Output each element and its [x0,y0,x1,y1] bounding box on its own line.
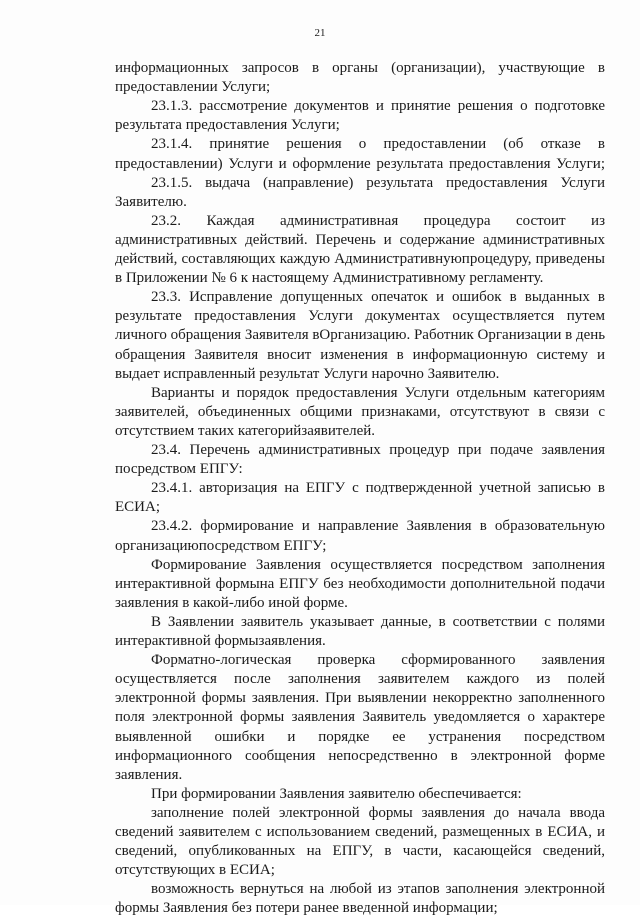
text-line: выявленной ошибки и порядке ее устранения посредством [115,728,605,745]
text-line: сведений, опубликованных на ЕПГУ, в части, касающейся сведений, [115,843,605,860]
text-line: организациюпосредством ЕПГУ; [115,537,327,554]
text-line: информационных запросов в органы (организации), участвующие в [115,60,605,76]
text-line: ЕСИА; [115,499,160,516]
text-line: При формировании Заявления заявителю обеспечивается: [151,785,522,802]
text-line: возможность вернуться на любой из этапов заполнения электронной [151,881,605,898]
text-line: интерактивной формызаявления. [115,633,326,649]
text-line: информационного сообщения непосредственно в электронной форме [115,747,605,764]
text-line: Форматно-логическая проверка сформированного заявления [151,652,605,669]
text-line: 23.4.2. формирование и направление Заявления в образовательную [151,518,605,535]
text-line: электронной формы заявления. При выявлении некорректно заполненного [115,690,605,707]
text-line: Формирование Заявления осуществляется посредством заполнения [151,556,605,573]
text-line: личного обращения Заявителя вОрганизацию. Работник Организации в день [115,327,606,344]
text-line: действий, составляющих каждую Административнуюпроцедуру, приведены [115,251,605,267]
text-line: сведений заявителем с использованием сведений, размещенных в ЕСИА, и [115,824,605,840]
text-line: заявления в какой-либо иной форме. [115,594,348,611]
page-number: 21 [314,27,326,39]
text-line: 23.1.3. рассмотрение документов и принятие решения о подготовке [151,98,605,115]
text-line: поля электронной формы заявления Заявитель уведомляется о характере [115,709,605,726]
text-line: заявителей, объединенных общими признаками, отсутствуют в связи с [115,403,605,420]
text-line: результате предоставления Услуги документах осуществляется путем [115,308,605,325]
text-line: предоставлении) Услуги и оформление результата предоставления Услуги; [115,155,605,172]
text-line: 23.1.5. выдача (направление) результата предоставления Услуги [151,174,605,191]
text-line: 23.4. Перечень административных процедур при подаче заявления [151,442,605,458]
text-line: Варианты и порядок предоставления Услуги отдельным категориям [151,384,605,401]
text-line: 23.4.1. авторизация на ЕПГУ с подтвержденной учетной записью в [151,480,605,497]
text-line: заявления. [115,766,183,783]
text-line: отсутствующих в ЕСИА; [115,862,275,879]
text-line: формы Заявления без потери ранее введенной информации; [115,900,498,917]
text-line: заполнение полей электронной формы заявления до начала ввода [151,804,605,821]
text-line: административных действий. Перечень и содержание административных [115,231,605,248]
text-line: Заявителю. [115,193,187,210]
text-line: осуществляется после заполнения заявителем каждого из полей [115,671,605,688]
text-line: 23.3. Исправление допущенных опечаток и ошибок в выданных в [151,289,605,306]
text-line: интерактивной формына ЕПГУ без необходимости дополнительной подачи [115,575,605,592]
text-line: обращения Заявителя вносит изменения в информационную систему и [115,346,605,363]
text-line: В Заявлении заявитель указывает данные, в соответствии с полями [151,613,605,630]
text-line: выдает исправленный результат Услуги нарочно Заявителю. [115,365,500,382]
text-line: предоставлении Услуги; [115,79,271,96]
text-line: 23.1.4. принятие решения о предоставлении (об отказе в [151,136,605,153]
text-line: в Приложении № 6 к настоящему Административному регламенту. [115,270,544,287]
text-line: результата предоставления Услуги; [115,117,340,134]
text-line: отсутствием таких категорийзаявителей. [115,422,376,439]
text-line: 23.2. Каждая административная процедура состоит из [151,212,605,229]
text-line: посредством ЕПГУ: [115,461,243,478]
